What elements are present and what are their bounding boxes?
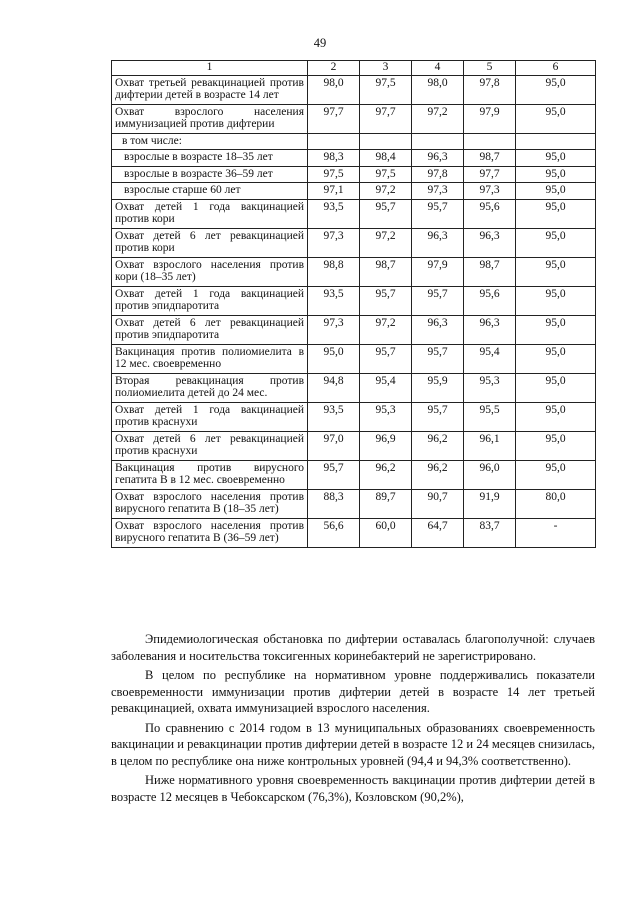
row-label: Охват детей 6 лет ревакцинацией против эпидпаротита	[112, 315, 308, 344]
row-label: Охват детей 1 года вакцинацией против кори	[112, 199, 308, 228]
value-cell: 98,3	[308, 150, 360, 167]
value-cell: 95,0	[516, 183, 596, 200]
row-label: Охват детей 6 лет ревакцинацией против кори	[112, 228, 308, 257]
value-cell: 95,7	[412, 199, 464, 228]
value-cell: 95,4	[360, 373, 412, 402]
value-cell: 95,7	[360, 199, 412, 228]
value-cell: 96,0	[464, 460, 516, 489]
table-row	[112, 431, 596, 460]
row-label: Охват взрослого населения против вирусного гепатита В (18–35 лет)	[112, 489, 308, 518]
value-cell: 97,7	[308, 104, 360, 133]
value-cell: 96,2	[412, 460, 464, 489]
value-cell: 97,3	[464, 183, 516, 200]
value-cell: 96,3	[412, 315, 464, 344]
row-label: в том числе:	[112, 133, 308, 150]
table-row	[112, 199, 596, 228]
value-cell: 95,3	[360, 402, 412, 431]
value-cell: 98,7	[464, 257, 516, 286]
table-row	[112, 460, 596, 489]
table-row	[112, 133, 596, 150]
value-cell: 97,5	[308, 166, 360, 183]
value-cell	[464, 133, 516, 150]
value-cell: 89,7	[360, 489, 412, 518]
value-cell: -	[516, 518, 596, 547]
table-row	[112, 228, 596, 257]
value-cell: 96,1	[464, 431, 516, 460]
value-cell: 56,6	[308, 518, 360, 547]
value-cell: 95,7	[308, 460, 360, 489]
value-cell: 97,0	[308, 431, 360, 460]
value-cell: 97,2	[360, 228, 412, 257]
table-row	[112, 257, 596, 286]
value-cell: 98,8	[308, 257, 360, 286]
value-cell: 94,8	[308, 373, 360, 402]
value-cell: 93,5	[308, 199, 360, 228]
row-label: Охват взрослого населения иммунизацией против дифтерии	[112, 104, 308, 133]
value-cell: 64,7	[412, 518, 464, 547]
value-cell: 95,0	[516, 199, 596, 228]
immunization-table	[111, 60, 596, 548]
value-cell: 97,3	[308, 228, 360, 257]
value-cell: 60,0	[360, 518, 412, 547]
value-cell: 97,2	[360, 315, 412, 344]
value-cell: 97,9	[464, 104, 516, 133]
value-cell: 95,5	[464, 402, 516, 431]
value-cell: 95,0	[516, 150, 596, 167]
value-cell: 95,6	[464, 199, 516, 228]
value-cell: 97,3	[308, 315, 360, 344]
row-label: Вакцинация против полиомиелита в 12 мес. своевременно	[112, 344, 308, 373]
value-cell: 88,3	[308, 489, 360, 518]
value-cell: 80,0	[516, 489, 596, 518]
value-cell: 98,4	[360, 150, 412, 167]
value-cell: 97,7	[464, 166, 516, 183]
row-label: взрослые старше 60 лет	[112, 183, 308, 200]
value-cell: 96,3	[412, 228, 464, 257]
value-cell: 95,0	[516, 373, 596, 402]
row-label: Вторая ревакцинация против полиомиелита детей до 24 мес.	[112, 373, 308, 402]
value-cell: 96,3	[464, 315, 516, 344]
value-cell: 95,9	[412, 373, 464, 402]
table-row	[112, 183, 596, 200]
value-cell	[516, 133, 596, 150]
table-header-row	[112, 61, 596, 76]
value-cell: 98,7	[464, 150, 516, 167]
table-row	[112, 489, 596, 518]
value-cell: 83,7	[464, 518, 516, 547]
value-cell	[308, 133, 360, 150]
value-cell: 98,0	[412, 75, 464, 104]
value-cell: 96,2	[360, 460, 412, 489]
row-label: взрослые в возрасте 36–59 лет	[112, 166, 308, 183]
value-cell: 90,7	[412, 489, 464, 518]
value-cell: 98,7	[360, 257, 412, 286]
value-cell: 95,7	[360, 344, 412, 373]
value-cell: 95,7	[360, 286, 412, 315]
column-header: 6	[516, 61, 596, 76]
value-cell: 97,7	[360, 104, 412, 133]
row-label: взрослые в возрасте 18–35 лет	[112, 150, 308, 167]
value-cell: 97,1	[308, 183, 360, 200]
value-cell: 95,0	[308, 344, 360, 373]
row-label: Вакцинация против вирусного гепатита В в 12 мес. своевременно	[112, 460, 308, 489]
paragraph: Ниже нормативного уровня своевременность вакцинации против дифтерии детей в возрасте 12 месяцев в Чебоксарском (76,3%), Козловском (90,2%),	[111, 773, 595, 804]
value-cell: 97,3	[412, 183, 464, 200]
value-cell: 95,0	[516, 104, 596, 133]
table-row	[112, 518, 596, 547]
column-header: 4	[412, 61, 464, 76]
paragraph: По сравнению с 2014 годом в 13 муниципальных образованиях своевременность вакцинации и ревакцинации против дифтерии детей в возрасте 12 и 24 месяцев снизилась, в целом по республике она ниже контрольных уровней (94,4 и 94,3% соответственно).	[111, 720, 595, 768]
value-cell: 95,0	[516, 286, 596, 315]
row-label: Охват детей 6 лет ревакцинацией против краснухи	[112, 431, 308, 460]
row-label: Охват взрослого населения против вирусного гепатита В (36–59 лет)	[112, 518, 308, 547]
table-row	[112, 344, 596, 373]
value-cell: 95,6	[464, 286, 516, 315]
column-header: 3	[360, 61, 412, 76]
value-cell: 97,2	[360, 183, 412, 200]
table-row	[112, 373, 596, 402]
value-cell: 98,0	[308, 75, 360, 104]
value-cell	[360, 133, 412, 150]
row-label: Охват детей 1 года вакцинацией против краснухи	[112, 402, 308, 431]
value-cell: 95,0	[516, 402, 596, 431]
row-label: Охват третьей ревакцинацией против дифтерии детей в возрасте 14 лет	[112, 75, 308, 104]
value-cell: 95,0	[516, 257, 596, 286]
value-cell: 91,9	[464, 489, 516, 518]
value-cell: 95,0	[516, 315, 596, 344]
value-cell: 95,7	[412, 286, 464, 315]
value-cell: 97,8	[464, 75, 516, 104]
value-cell: 95,7	[412, 402, 464, 431]
value-cell: 96,9	[360, 431, 412, 460]
value-cell: 97,2	[412, 104, 464, 133]
column-header: 2	[308, 61, 360, 76]
table-row	[112, 402, 596, 431]
value-cell: 95,7	[412, 344, 464, 373]
body-text	[111, 631, 595, 808]
value-cell: 95,0	[516, 344, 596, 373]
column-header: 1	[112, 61, 308, 76]
value-cell: 95,0	[516, 75, 596, 104]
table-row	[112, 315, 596, 344]
table-row	[112, 150, 596, 167]
value-cell: 93,5	[308, 402, 360, 431]
value-cell: 96,3	[464, 228, 516, 257]
value-cell: 96,2	[412, 431, 464, 460]
value-cell: 97,9	[412, 257, 464, 286]
row-label: Охват детей 1 года вакцинацией против эпидпаротита	[112, 286, 308, 315]
value-cell: 95,4	[464, 344, 516, 373]
value-cell: 95,3	[464, 373, 516, 402]
table-row	[112, 286, 596, 315]
value-cell: 95,0	[516, 431, 596, 460]
paragraph: В целом по республике на нормативном уровне поддерживались показатели своевременности иммунизации против дифтерии детей в возрасте 14 лет третьей ревакцинацией, охвата иммунизацией взрослого населения.	[111, 668, 595, 715]
table-body	[112, 61, 596, 548]
column-header: 5	[464, 61, 516, 76]
value-cell: 97,5	[360, 75, 412, 104]
value-cell: 97,5	[360, 166, 412, 183]
value-cell: 97,8	[412, 166, 464, 183]
value-cell: 95,0	[516, 460, 596, 489]
value-cell: 95,0	[516, 228, 596, 257]
table-row	[112, 166, 596, 183]
table-row	[112, 104, 596, 133]
page-number: 49	[313, 36, 327, 50]
value-cell: 93,5	[308, 286, 360, 315]
value-cell	[412, 133, 464, 150]
paragraph: Эпидемиологическая обстановка по дифтерии оставалась благополучной: случаев заболевания и носительства токсигенных коринебактерий не зарегистрировано.	[111, 632, 595, 663]
table-row	[112, 75, 596, 104]
value-cell: 95,0	[516, 166, 596, 183]
row-label: Охват взрослого населения против кори (18–35 лет)	[112, 257, 308, 286]
value-cell: 96,3	[412, 150, 464, 167]
